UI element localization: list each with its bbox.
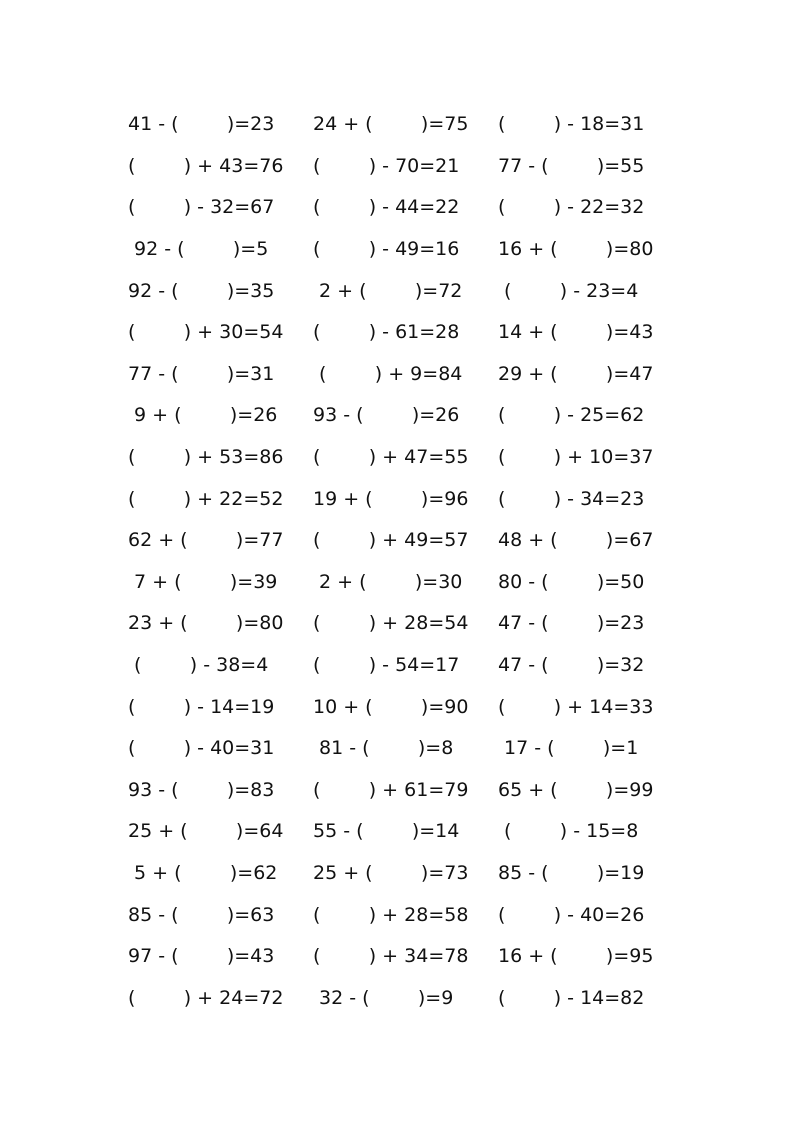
equation: 2 + ( )=30 xyxy=(313,570,463,593)
equation: 19 + ( )=96 xyxy=(313,487,469,510)
equation: 80 - ( )=50 xyxy=(498,570,645,593)
equation: ( ) + 49=57 xyxy=(313,529,469,552)
problem-row xyxy=(128,104,648,146)
equation: ( ) - 32=67 xyxy=(128,196,275,219)
equation: 9 + ( )=26 xyxy=(128,404,278,427)
equation: 62 + ( )=77 xyxy=(128,529,284,552)
problem-row xyxy=(128,562,648,604)
problem-row xyxy=(128,437,654,479)
equation: ( ) - 14=82 xyxy=(498,986,645,1009)
equation: 47 - ( )=32 xyxy=(498,654,645,677)
equation: ( ) - 54=17 xyxy=(313,654,460,677)
equation: 41 - ( )=23 xyxy=(128,113,275,136)
equation: ( ) - 40=26 xyxy=(498,903,645,926)
equation: 92 - ( )=5 xyxy=(128,238,269,261)
equation: ( ) - 15=8 xyxy=(498,820,639,843)
equation: ( ) - 49=16 xyxy=(313,238,460,261)
equation: 81 - ( )=8 xyxy=(313,737,454,760)
problem-row xyxy=(128,187,648,229)
problem-row xyxy=(128,770,654,812)
equation: 25 + ( )=73 xyxy=(313,861,469,884)
equation: ( ) - 23=4 xyxy=(498,279,639,302)
problem-row xyxy=(128,270,648,312)
equation: 97 - ( )=43 xyxy=(128,945,275,968)
equation: 85 - ( )=19 xyxy=(498,861,645,884)
equation: ( ) + 24=72 xyxy=(128,986,284,1009)
equation: 16 + ( )=95 xyxy=(498,945,654,968)
equation: 92 - ( )=35 xyxy=(128,279,275,302)
equation: ( ) + 30=54 xyxy=(128,321,284,344)
equation: ( ) - 25=62 xyxy=(498,404,645,427)
equation: ( ) + 53=86 xyxy=(128,446,284,469)
equation: ( ) - 18=31 xyxy=(498,113,645,136)
equation: 2 + ( )=72 xyxy=(313,279,463,302)
equation: 65 + ( )=99 xyxy=(498,778,654,801)
equation: ( ) - 22=32 xyxy=(498,196,645,219)
equation: 48 + ( )=67 xyxy=(498,529,654,552)
equation: 77 - ( )=55 xyxy=(498,154,645,177)
problem-row xyxy=(128,229,654,271)
equation: 7 + ( )=39 xyxy=(128,570,278,593)
problem-row xyxy=(128,146,648,188)
problem-row xyxy=(128,853,648,895)
equation: 17 - ( )=1 xyxy=(498,737,639,760)
problem-row xyxy=(128,728,648,770)
equation: 29 + ( )=47 xyxy=(498,362,654,385)
equation: ( ) - 38=4 xyxy=(128,654,269,677)
equation: ( ) + 47=55 xyxy=(313,446,469,469)
equation: 55 - ( )=14 xyxy=(313,820,460,843)
equation: ( ) + 10=37 xyxy=(498,446,654,469)
problem-row xyxy=(128,354,654,396)
equation: 25 + ( )=64 xyxy=(128,820,284,843)
equation: ( ) + 28=54 xyxy=(313,612,469,635)
problem-row xyxy=(128,894,648,936)
equation: 5 + ( )=62 xyxy=(128,861,278,884)
equation: 23 + ( )=80 xyxy=(128,612,284,635)
equation: 77 - ( )=31 xyxy=(128,362,275,385)
equation: ( ) - 34=23 xyxy=(498,487,645,510)
equation: 32 - ( )=9 xyxy=(313,986,454,1009)
equation: ( ) - 61=28 xyxy=(313,321,460,344)
equation: ( ) + 9=84 xyxy=(313,362,463,385)
equation: ( ) + 34=78 xyxy=(313,945,469,968)
equation: 47 - ( )=23 xyxy=(498,612,645,635)
equation: ( ) + 14=33 xyxy=(498,695,654,718)
problem-row xyxy=(128,520,654,562)
equation: ( ) - 70=21 xyxy=(313,154,460,177)
problem-row xyxy=(128,811,648,853)
equation: 10 + ( )=90 xyxy=(313,695,469,718)
problem-row xyxy=(128,312,654,354)
problem-row xyxy=(128,395,648,437)
equation: ( ) - 14=19 xyxy=(128,695,275,718)
problem-row xyxy=(128,603,648,645)
equation: 24 + ( )=75 xyxy=(313,113,469,136)
worksheet xyxy=(128,104,654,1019)
problem-row xyxy=(128,977,648,1019)
equation: 14 + ( )=43 xyxy=(498,321,654,344)
equation: ( ) + 22=52 xyxy=(128,487,284,510)
problem-row xyxy=(128,478,648,520)
equation: ( ) + 28=58 xyxy=(313,903,469,926)
equation: ( ) - 44=22 xyxy=(313,196,460,219)
equation: ( ) + 61=79 xyxy=(313,778,469,801)
equation: 16 + ( )=80 xyxy=(498,238,654,261)
equation: 85 - ( )=63 xyxy=(128,903,275,926)
equation: 93 - ( )=26 xyxy=(313,404,460,427)
problem-row xyxy=(128,936,654,978)
equation: 93 - ( )=83 xyxy=(128,778,275,801)
equation: ( ) + 43=76 xyxy=(128,154,284,177)
equation: ( ) - 40=31 xyxy=(128,737,275,760)
problem-row xyxy=(128,686,654,728)
problem-row xyxy=(128,645,648,687)
